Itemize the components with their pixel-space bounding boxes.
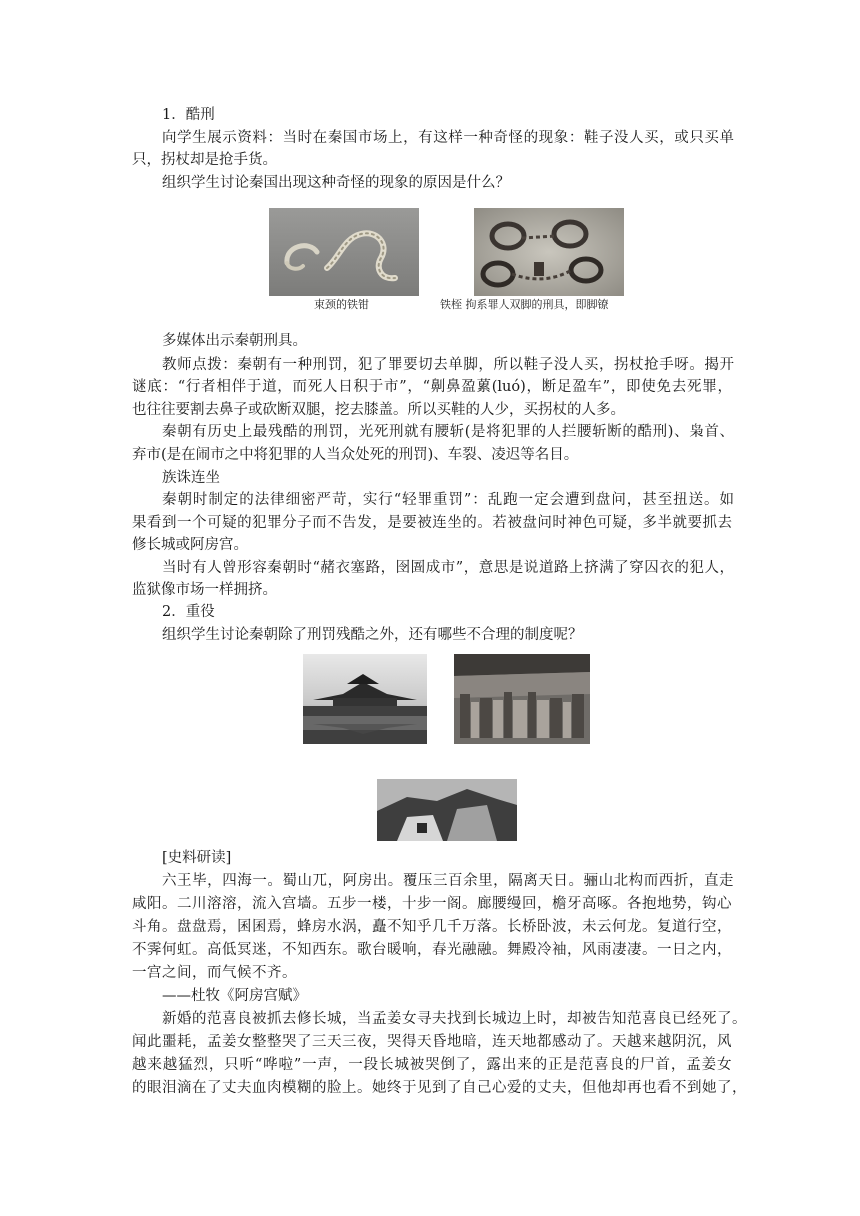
paragraph-line: 当时有人曾形容秦朝时“赭衣塞路，囹圄成市”，意思是说道路上挤满了穿囚衣的犯人， (162, 560, 734, 576)
epang-palace-photo (303, 654, 427, 744)
section-1-heading: 1．酷刑 (162, 107, 215, 123)
quoted-text-line: 六王毕，四海一。蜀山兀，阿房出。覆压三百余里，隔离天日。骊山北构而西折，直走 (162, 873, 734, 889)
paragraph-line: 多媒体出示秦朝刑具。 (162, 333, 307, 349)
terracotta-army-photo (454, 654, 590, 744)
paragraph-line: 也往往要割去鼻子或砍断双腿，挖去膝盖。所以买鞋的人少，买拐杖的人多。 (132, 402, 625, 418)
right-photo-caption: 铁桎 拘系罪人双脚的刑具，即脚镣 (440, 298, 609, 311)
paragraph-line: 果看到一个可疑的犯罪分子而不告发，是要被连坐的。若被盘问时神色可疑，多半就要抓去 (132, 515, 732, 531)
historical-material-label: [史料研读] (162, 850, 232, 866)
quoted-text-line: 斗角。盘盘焉，囷囷焉，蜂房水涡，矗不知乎几千万落。长桥卧波，未云何龙。复道行空， (132, 919, 732, 935)
story-text-line: 的眼泪滴在了丈夫血肉模糊的脸上。她终于见到了自己心爱的丈夫，但他却再也看不到她了， (132, 1080, 747, 1096)
great-wall-ruins-photo (377, 779, 517, 841)
paragraph-line: 秦朝时制定的法律细密严苛，实行“轻罪重罚”：乱跑一定会遭到盘问，甚至扭送。如 (162, 492, 734, 508)
quoted-text-line: 咸阳。二川溶溶，流入宫墙。五步一楼，十步一阁。廊腰缦回，檐牙高啄。各抱地势，钩心 (132, 896, 732, 912)
quoted-text-line: 不霁何虹。高低冥迷，不知西东。歌台暖响，春光融融。舞殿冷袖，风雨凄凄。一日之内， (132, 942, 732, 958)
story-text-line: 闻此噩耗，孟姜女整整哭了三天三夜，哭得天昏地暗，连天地都感动了。天越来越阴沉，风 (132, 1034, 732, 1050)
section-2-heading: 2．重役 (162, 604, 215, 620)
paragraph-line: 组织学生讨论秦国出现这种奇怪的现象的原因是什么？ (162, 175, 510, 191)
story-text-line: 越来越猛烈，只听“哗啦”一声，一段长城被哭倒了，露出来的正是范喜良的尸首，孟姜女 (132, 1057, 732, 1073)
quoted-text-line: 一宫之间，而气候不齐。 (132, 965, 297, 981)
left-photo-caption: 束颈的铁钳 (314, 298, 369, 311)
paragraph-line: 教师点拨：秦朝有一种刑罚，犯了罪要切去单脚，所以鞋子没人买，拐杖抢手呀。揭开 (162, 357, 734, 373)
iron-shackles-photo (474, 208, 624, 296)
paragraph-line: 监狱像市场一样拥挤。 (132, 582, 277, 598)
paragraph-line: 修长城或阿房宫。 (132, 537, 248, 553)
paragraph-line: 组织学生讨论秦朝除了刑罚残酷之外，还有哪些不合理的制度呢？ (162, 627, 583, 643)
paragraph-line: 秦朝有历史上最残酷的刑罚，光死刑就有腰斩(是将犯罪的人拦腰斩断的酷刑)、枭首、 (162, 424, 734, 440)
subheading: 族诛连坐 (162, 470, 220, 486)
paragraph-line: 只，拐杖却是抢手货。 (132, 152, 277, 168)
quote-source: ——杜牧《阿房宫赋》 (162, 988, 307, 1004)
story-text-line: 新婚的范喜良被抓去修长城，当孟姜女寻夫找到长城边上时，却被告知范喜良已经死了。 (162, 1011, 747, 1027)
iron-neck-tongs-photo (269, 208, 419, 296)
paragraph-line: 向学生展示资料：当时在秦国市场上，有这样一种奇怪的现象：鞋子没人买，或只买单 (162, 130, 734, 146)
paragraph-line: 弃市(是在闹市之中将犯罪的人当众处死的刑罚)、车裂、凌迟等名目。 (132, 447, 579, 463)
paragraph-line: 谜底：“行者相伴于道，而死人日积于市”，“劓鼻盈蔂(luó)，断足盈车”，即使免去死罪， (132, 379, 732, 395)
